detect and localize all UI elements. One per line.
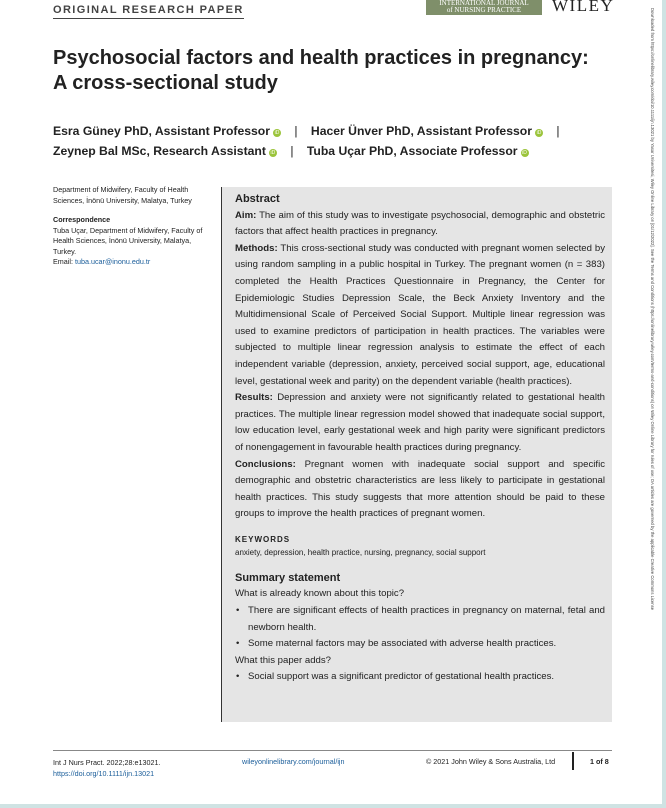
conclusions-label: Conclusions: xyxy=(235,458,296,470)
keywords-heading: KEYWORDS xyxy=(235,534,291,544)
results-label: Results: xyxy=(235,392,273,404)
author-name[interactable]: Tuba Uçar PhD, Associate Professor xyxy=(306,144,518,158)
side-note-text: Downloaded from https://onlinelibrary.wiley.com/doi/10.1111/ijn.13021 by Yasar Universitesi, Wiley Online Library on [01/12/2022]. See the Terms and Conditions (https://onlinelibrary.wiley.com/terms-and-conditions) on Wiley Online Library for rules of use; OA articles are governed by the applicable Creative Commons License xyxy=(650,8,655,611)
bullet-icon: • xyxy=(236,671,240,683)
download-side-note xyxy=(646,8,656,788)
correspondence-heading: Correspondence xyxy=(53,215,111,224)
article-type-tag: ORIGINAL RESEARCH PAPER xyxy=(53,4,244,19)
aim-text: The aim of this study was to investigate psychosocial, demographic and obstetric factors that affect health practices in pregnancy. xyxy=(235,209,606,238)
results-text: Depression and anxiety were not significantly related to gestational health practices. The multiple linear regression model showed that inadequate social support, low education level, early gestational week and high parity were significant predictors of nonengagement in favourable health practices during pregnancy. xyxy=(235,392,605,453)
keywords-list: anxiety, depression, health practice, nursing, pregnancy, social support xyxy=(235,547,486,557)
aim-label: Aim: xyxy=(235,209,257,221)
abstract-aim xyxy=(235,208,605,241)
author-separator: | xyxy=(294,124,298,138)
bullet-text: Social support was a significant predictor of gestational health practices. xyxy=(248,671,555,683)
footer-divider xyxy=(53,750,612,751)
abstract-box xyxy=(221,187,612,722)
orcid-icon[interactable]: iD xyxy=(536,130,542,136)
author-separator: | xyxy=(556,124,560,138)
author-line-1 xyxy=(53,121,613,141)
article-title xyxy=(53,46,593,96)
title-line-1: Psychosocial factors and health practices in pregnancy: xyxy=(53,47,589,69)
footer-copyright: © 2021 John Wiley & Sons Australia, Ltd xyxy=(426,757,556,766)
summary-heading: Summary statement xyxy=(235,571,341,584)
summary-question-known: What is already known about this topic? xyxy=(235,588,405,600)
orcid-icon[interactable]: iD xyxy=(270,150,276,156)
publisher-logo: WILEY xyxy=(552,0,615,15)
abstract-conclusions xyxy=(235,457,605,523)
summary-bullet xyxy=(235,603,605,636)
title-line-2: A cross-sectional study xyxy=(53,72,278,94)
author-name[interactable]: Hacer Ünver PhD, Assistant Professor xyxy=(310,124,532,138)
author-line-2 xyxy=(53,141,613,161)
journal-logo-line1: INTERNATIONAL JOURNAL xyxy=(439,0,529,7)
footer-doi-link[interactable]: https://doi.org/10.1111/ijn.13021 xyxy=(53,769,155,778)
correspondence-text: Tuba Uçar, Department of Midwifery, Faculty of Health Sciences, İnönü University, Malatya, Turkey. xyxy=(53,225,203,256)
footer-bar xyxy=(572,752,574,770)
methods-text: This cross-sectional study was conducted with pregnant women selected by using random sampling in a public hospital in Turkey. The pregnant women (n = 383) completed the Health Practices Questionnaire in Pregnancy, the Center for Epidemiologic Studies Depression Scale, the Beck Anxiety Inventory and the Multidimensional Scale of Perceived Social Support. Multiple linear regression was used to examine predictors of participation in health practices. The variables were subjected to multiple linear regression analysis to estimate the effect of each independent variable (depression, anxiety, perceived social support, age, educational level, gestational week and parity) on the dependent variable (health practices). xyxy=(235,242,605,387)
journal-logo xyxy=(426,0,542,15)
conclusions-text: Pregnant women with inadequate social support and specific demographic and obstetric characteristics are less likely to participate in gestational health practices. This study suggests that more attention should be paid to these groups to improve the health practices of pregnant women. xyxy=(235,458,605,520)
summary-bullet xyxy=(235,669,605,686)
abstract-results xyxy=(235,390,605,456)
author-name[interactable]: Esra Güney PhD, Assistant Professor xyxy=(53,124,270,138)
affiliation-column xyxy=(53,185,215,268)
abstract-content xyxy=(235,191,605,686)
journal-logo-line2: of NURSING PRACTICE xyxy=(446,6,522,14)
author-list xyxy=(53,121,613,161)
bullet-icon: • xyxy=(236,638,240,650)
footer-citation-block xyxy=(53,757,160,779)
email-link[interactable]: tuba.ucar@inonu.edu.tr xyxy=(74,257,151,266)
author-separator: | xyxy=(290,144,294,158)
page-number: 1 of 8 xyxy=(590,757,609,766)
summary-question-adds: What this paper adds? xyxy=(235,654,331,666)
footer-citation: Int J Nurs Pract. 2022;28:e13021. xyxy=(53,758,161,767)
department-affiliation: Department of Midwifery, Faculty of Health Sciences, İnönü University, Malatya, Turkey xyxy=(53,185,192,205)
methods-label: Methods: xyxy=(235,242,278,254)
footer-journal-link[interactable]: wileyonlinelibrary.com/journal/ijn xyxy=(242,757,345,766)
email-label: Email: xyxy=(53,257,73,266)
abstract-methods xyxy=(235,241,605,390)
bullet-text: Some maternal factors may be associated with adverse health practices. xyxy=(248,638,557,650)
email-line xyxy=(53,257,215,268)
bullet-text: There are significant effects of health practices in pregnancy on maternal, fetal and newborn health. xyxy=(248,605,605,633)
summary-bullet xyxy=(235,636,605,653)
abstract-heading: Abstract xyxy=(235,193,280,205)
bullet-icon: • xyxy=(236,605,240,617)
orcid-icon[interactable]: iD xyxy=(274,130,280,136)
orcid-icon[interactable]: iD xyxy=(522,150,527,156)
author-name[interactable]: Zeynep Bal MSc, Research Assistant xyxy=(53,144,266,158)
